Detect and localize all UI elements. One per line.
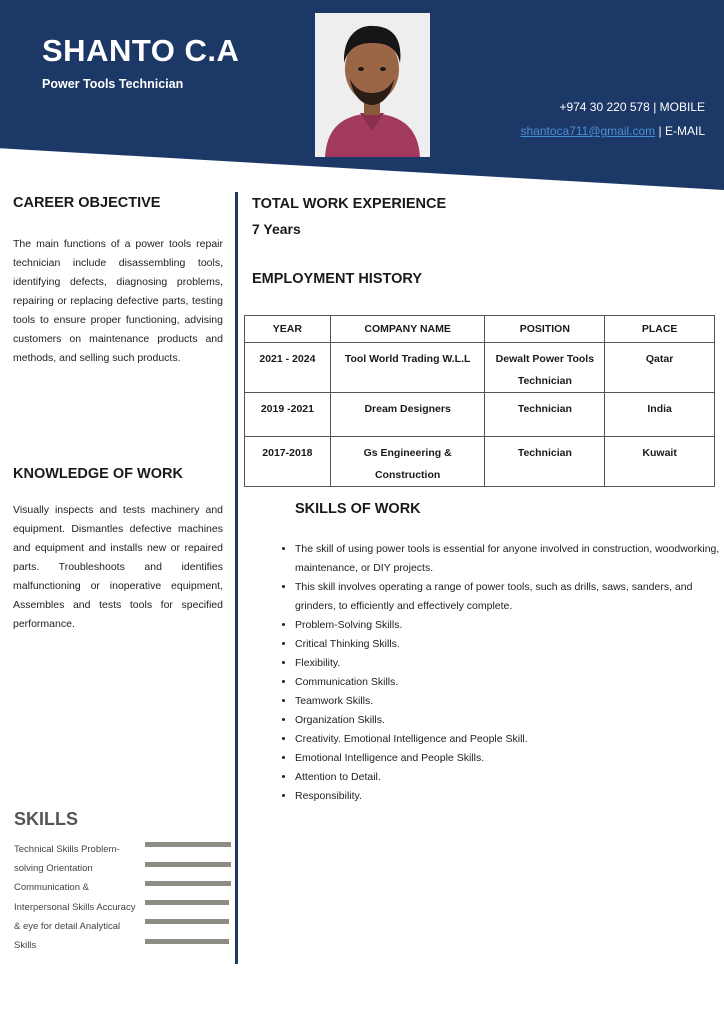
column-header-year: YEAR — [245, 316, 331, 343]
cell-company: Gs Engineering & Construction — [330, 437, 485, 487]
phone-number: +974 30 220 578 — [559, 100, 650, 114]
list-item: • Creativity. Emotional Intelligence and People Skill. — [295, 730, 724, 749]
career-objective-text: The main functions of a power tools repair technician include disassembling tools, identifying defects, diagnosing problems, repairing or replacing defective parts, testing tools to ensure proper functioning, advising customers on maintenance products and methods, and selling such products. — [13, 238, 223, 364]
table-row — [245, 343, 715, 393]
list-item: • The skill of using power tools is essential for anyone involved in construction, woodworking, maintenance, or DIY projects. — [295, 540, 724, 578]
cell-year: 2021 - 2024 — [245, 343, 331, 393]
cell-place: Kuwait — [605, 437, 715, 487]
cell-place: India — [605, 393, 715, 437]
career-objective-heading: CAREER OBJECTIVE — [13, 195, 161, 211]
column-header-company: COMPANY NAME — [330, 316, 485, 343]
cell-year: 2017-2018 — [245, 437, 331, 487]
contact-email — [405, 124, 705, 138]
job-title: Power Tools Technician — [42, 77, 184, 91]
candidate-name: SHANTO C.A — [42, 33, 240, 68]
column-divider — [235, 192, 238, 964]
cell-year: 2019 -2021 — [245, 393, 331, 437]
cell-company: Tool World Trading W.L.L — [330, 343, 485, 393]
skill-bar — [145, 881, 231, 886]
skill-bar — [145, 842, 231, 847]
email-link[interactable]: shantoca711@gmail.com — [520, 124, 656, 138]
column-header-position: POSITION — [485, 316, 605, 343]
table-header-row — [245, 316, 715, 343]
list-item: • Teamwork Skills. — [295, 692, 724, 711]
list-item: • Organization Skills. — [295, 711, 724, 730]
cell-position: Dewalt Power Tools Technician — [485, 343, 605, 393]
skills-of-work-heading: SKILLS OF WORK — [295, 501, 421, 517]
skill-bar — [145, 862, 231, 867]
list-item: • Emotional Intelligence and People Skills. — [295, 749, 724, 768]
cell-position: Technician — [485, 393, 605, 437]
cell-position: Technician — [485, 437, 605, 487]
list-item: • Responsibility. — [295, 787, 724, 806]
skill-bar — [145, 939, 229, 944]
list-item: • Flexibility. — [295, 654, 724, 673]
cell-place: Qatar — [605, 343, 715, 393]
list-item: • Problem-Solving Skills. — [295, 616, 724, 635]
skills-of-work-list — [275, 540, 724, 806]
employment-table — [244, 315, 715, 487]
list-item: • Communication Skills. — [295, 673, 724, 692]
list-item: • Critical Thinking Skills. — [295, 635, 724, 654]
employment-history-heading: EMPLOYMENT HISTORY — [252, 271, 422, 287]
cell-company: Dream Designers — [330, 393, 485, 437]
list-item: • This skill involves operating a range of power tools, such as drills, saws, sanders, and grinders, to efficiently and effectively complete. — [295, 578, 724, 616]
knowledge-heading: KNOWLEDGE OF WORK — [13, 466, 183, 482]
list-item: • Attention to Detail. — [295, 768, 724, 787]
skills-heading: SKILLS — [14, 809, 79, 829]
work-experience-heading: TOTAL WORK EXPERIENCE — [252, 196, 447, 212]
work-experience-value: 7 Years — [252, 221, 301, 237]
contact-mobile — [405, 100, 705, 114]
skill-bars — [145, 842, 231, 952]
email-label: | E-MAIL — [658, 124, 705, 138]
skills-text: Technical Skills Problem-solving Orientation Communication & Interpersonal Skills Accuracy & eye for detail Analytical Skills — [14, 844, 136, 952]
knowledge-text: Visually inspects and tests machinery and equipment. Dismantles defective machines and equipment and installs new or repaired parts. Troubleshoots and identifies malfunctioning or inoperative equipment, Assembles and tests tools for specified performance. — [13, 504, 223, 630]
table-row — [245, 393, 715, 437]
phone-label: | MOBILE — [653, 100, 705, 114]
table-row — [245, 437, 715, 487]
column-header-place: PLACE — [605, 316, 715, 343]
skill-bar — [145, 900, 229, 905]
skill-bar — [145, 919, 229, 924]
